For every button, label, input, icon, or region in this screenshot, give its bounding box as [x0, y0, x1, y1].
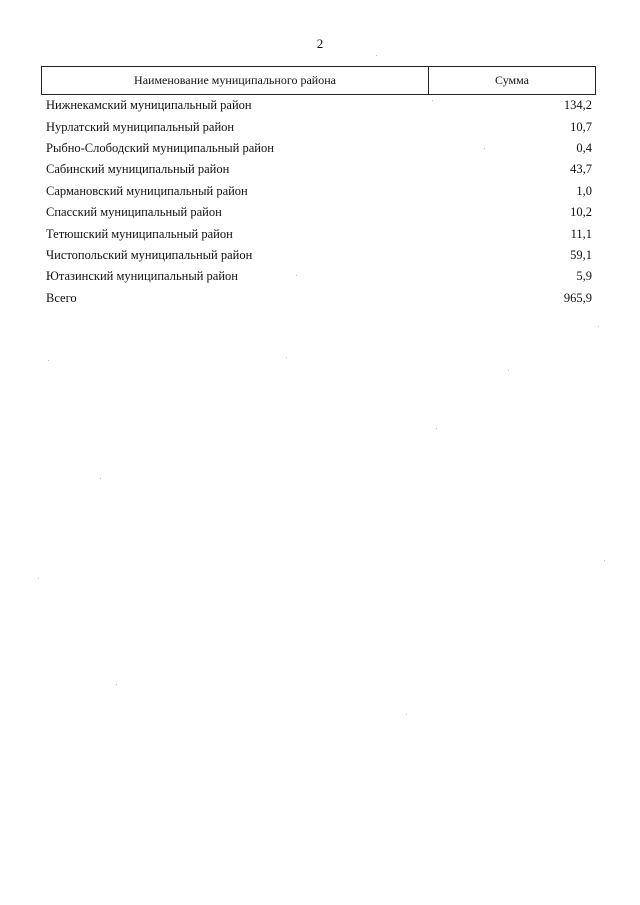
header-district-name: Наименование муниципального района	[42, 67, 429, 94]
table-row	[41, 266, 596, 287]
table-row	[41, 202, 596, 223]
total-sum: 965,9	[563, 290, 592, 305]
district-sum: 5,9	[576, 269, 592, 284]
scan-speck	[376, 55, 377, 56]
district-sum: 43,7	[570, 162, 592, 177]
scan-speck	[296, 275, 297, 276]
scan-speck	[436, 428, 437, 429]
scan-speck	[604, 560, 605, 561]
district-sum: 0,4	[576, 140, 592, 155]
district-name: Нурлатский муниципальный район	[46, 119, 235, 134]
table-header-row	[41, 66, 596, 95]
district-sum: 10,2	[570, 205, 592, 220]
district-sum-table	[41, 66, 596, 309]
district-sum: 59,1	[570, 247, 592, 262]
scan-speck	[508, 370, 509, 371]
table-row	[41, 116, 596, 137]
district-name: Ютазинский муниципальный район	[46, 269, 238, 284]
table-row	[41, 138, 596, 159]
district-name: Спасский муниципальный район	[46, 205, 222, 220]
scan-speck	[48, 360, 49, 361]
district-sum: 11,1	[570, 226, 592, 241]
table-row	[41, 181, 596, 202]
total-label: Всего	[46, 290, 77, 305]
district-sum: 10,7	[570, 119, 592, 134]
scan-speck	[100, 478, 101, 479]
scan-speck	[38, 578, 39, 579]
district-sum: 134,2	[563, 98, 592, 113]
total-row	[41, 288, 596, 309]
table-row	[41, 159, 596, 180]
scan-speck	[598, 326, 599, 327]
district-name: Нижнекамский муниципальный район	[46, 98, 252, 113]
district-sum: 1,0	[576, 183, 592, 198]
scan-speck	[432, 100, 433, 101]
scan-speck	[116, 684, 117, 685]
scan-speck	[406, 714, 407, 715]
district-name: Рыбно-Слободский муниципальный район	[46, 140, 274, 155]
district-name: Сабинский муниципальный район	[46, 162, 230, 177]
scan-speck	[286, 357, 287, 358]
district-name: Тетюшский муниципальный район	[46, 226, 233, 241]
scan-speck	[484, 148, 485, 149]
table-row	[41, 95, 596, 116]
table-row	[41, 223, 596, 244]
district-name: Сармановский муниципальный район	[46, 183, 248, 198]
district-name: Чистопольский муниципальный район	[46, 247, 253, 262]
page-number: 2	[316, 36, 324, 51]
header-sum: Сумма	[495, 73, 529, 87]
table-row	[41, 245, 596, 266]
